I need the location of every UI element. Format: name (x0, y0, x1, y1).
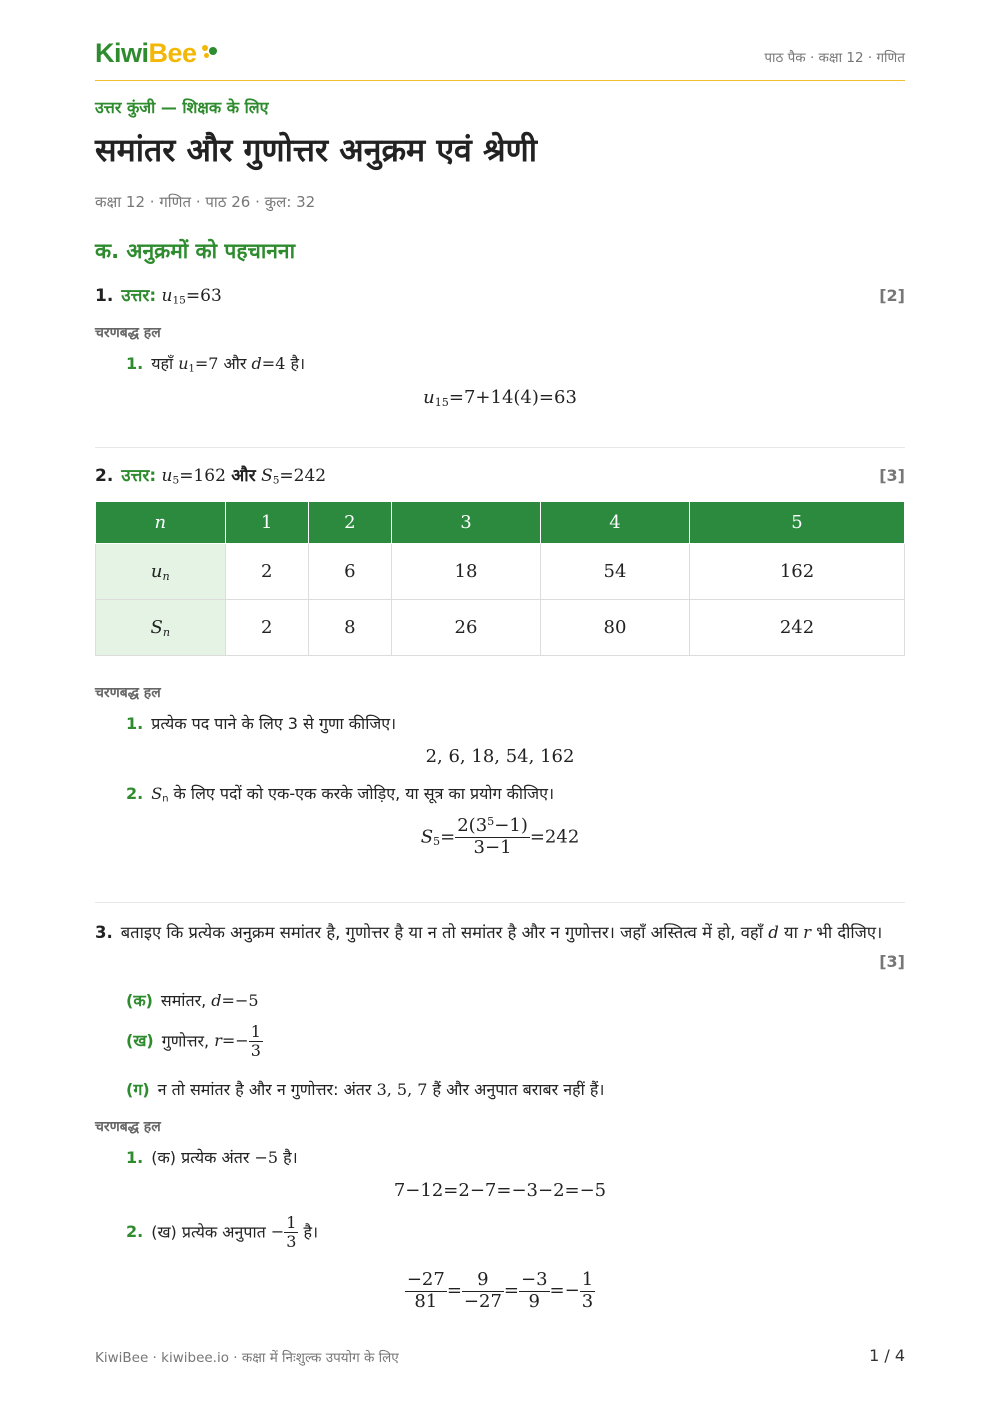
table-cell: 162 (690, 544, 905, 600)
table-cell: 2 (225, 544, 308, 600)
q1-answer-line: 1. उत्तर: $u_{15}=63$ (95, 286, 222, 307)
q3-option-c: (ग) न तो समांतर है और न गुणोत्तर: अंतर 3, 5, 7 हैं और अनुपात बराबर नहीं हैं। (126, 1080, 605, 1099)
table-cell: 8 (308, 600, 391, 656)
q1-step-1: 1. यहाँ $u_1=7$ और d=4 है। (126, 354, 306, 375)
answer-key-kicker: उत्तर कुंजी — शिक्षक के लिए (95, 98, 269, 117)
table-cell: 2 (225, 600, 308, 656)
table-cell: 6 (308, 544, 391, 600)
table-header-cell: 5 (690, 502, 905, 544)
page-title: समांतर और गुणोत्तर अनुक्रम एवं श्रेणी (95, 131, 538, 169)
section-heading: क. अनुक्रमों को पहचानना (95, 239, 296, 263)
table-header-cell: n (96, 502, 226, 544)
table-row (96, 600, 905, 656)
q2-step-2: 2. $S_n$ के लिए पदों को एक-एक करके जोड़िए, या सूत्र का प्रयोग कीजिए। (126, 784, 555, 805)
table-header-cell: 1 (225, 502, 308, 544)
table-header-cell: 2 (308, 502, 391, 544)
table-cell: 80 (540, 600, 689, 656)
q3-step-2-equation: $\frac{-27}{81}$ = $\frac{9}{-27}$ = $\frac{-3}{9}$ =− $\frac{1}{3}$ (406, 1269, 594, 1312)
q1-steps-label: चरणबद्ध हल (95, 325, 161, 341)
q2-answer-line: 2. उत्तर: $u_5=162$ और $S_5=242$ (95, 466, 327, 487)
table-cell: 242 (690, 600, 905, 656)
logo-dots-icon (202, 45, 222, 59)
row-label-sn: $S_n$ (96, 600, 226, 656)
divider (95, 447, 905, 448)
divider (95, 902, 905, 903)
row-label-un: $u_n$ (96, 544, 226, 600)
q3-option-a: (क) समांतर, d=−5 (126, 991, 259, 1010)
q3-marks: [3] (879, 952, 905, 971)
sequence-table (95, 501, 905, 656)
table-cell: 18 (391, 544, 540, 600)
table-header-cell: 3 (391, 502, 540, 544)
q3-option-b: (ख) गुणोत्तर, r=− $\frac{1}{3}$ (126, 1022, 261, 1061)
page-footer: KiwiBee · kiwibee.io · कक्षा में निःशुल्क उपयोग के लिए (95, 1350, 399, 1366)
q2-marks: [3] (879, 466, 905, 485)
q1-equation: $u_{15}=7+14(4)=63$ (423, 387, 577, 409)
table-cell: 54 (540, 544, 689, 600)
q1-answer: $u_{15}=63$ (161, 286, 222, 307)
q3-step-1: 1. (क) प्रत्येक अंतर −5 है। (126, 1148, 298, 1167)
table-header-cell: 4 (540, 502, 689, 544)
q2-step-1: 1. प्रत्येक पद पाने के लिए 3 से गुणा कीजिए। (126, 714, 397, 733)
table-header-row (96, 502, 905, 544)
q1-marks: [2] (879, 286, 905, 305)
table-row (96, 544, 905, 600)
page-header (95, 38, 905, 81)
table-cell: 26 (391, 600, 540, 656)
page-meta: कक्षा 12 · गणित · पाठ 26 · कुल: 32 (95, 193, 316, 211)
q2-sequence: 2, 6, 18, 54, 162 (425, 746, 575, 767)
q2-formula: $S_5=$ $\frac{2(3^5-1)}{3-1}$ =242 (420, 815, 580, 858)
header-course-info: पाठ पैक · कक्षा 12 · गणित (764, 50, 905, 66)
q3-steps-label: चरणबद्ध हल (95, 1119, 161, 1135)
q3-question: 3. बताइए कि प्रत्येक अनुक्रम समांतर है, गुणोत्तर है या न तो समांतर है और न गुणोत्तर। जहाँ अस्तित्व में हो, वहाँ d या r भी दीजिए। (95, 923, 883, 942)
q3-step-2: 2. (ख) प्रत्येक अनुपात − $\frac{1}{3}$ है। (126, 1213, 319, 1252)
page-number: 1 / 4 (869, 1346, 905, 1365)
q2-steps-label: चरणबद्ध हल (95, 685, 161, 701)
q3-step-1-equation: 7−12=2−7=−3−2=−5 (393, 1180, 607, 1201)
kiwibee-logo: KiwiBee (95, 38, 197, 68)
